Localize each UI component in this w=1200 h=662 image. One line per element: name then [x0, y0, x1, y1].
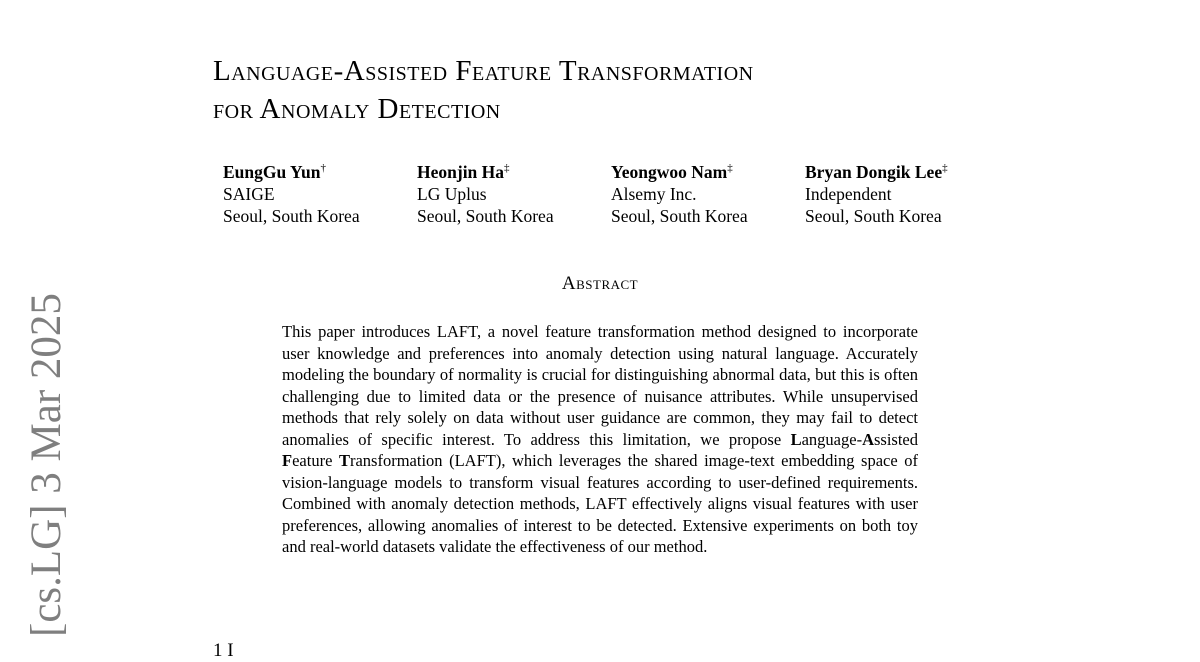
author-block — [417, 161, 554, 227]
author-affiliation: Alsemy Inc. — [611, 184, 697, 204]
author-block — [223, 161, 360, 227]
author-location: Seoul, South Korea — [223, 206, 360, 226]
author-mark: ‡ — [727, 162, 733, 174]
author-block — [611, 161, 748, 227]
author-affiliation: SAIGE — [223, 184, 275, 204]
author-name: Yeongwoo Nam‡ — [611, 162, 733, 182]
author-location: Seoul, South Korea — [417, 206, 554, 226]
acronym-letter: F — [282, 451, 293, 470]
author-location: Seoul, South Korea — [611, 206, 748, 226]
abstract-text: This paper introduces LAFT, a novel feature transformation method designed to incorporate user knowledge and preferences into anomaly detection using natural language. Accurately modeling the boundary of normality is crucial for distinguishing abnormal data, but this is often challenging due to limited data or the presence of nuisance attributes. While unsupervised methods that rely solely on data without user guidance are common, they may fail to detect anomalies of specific interest. To address this limitation, we propose Language-Assisted Feature Transformation (LAFT), which leverages the shared image-text embedding space of vision-language models to transform visual features according to user-defined requirements. Combined with anomaly detection methods, LAFT effectively aligns visual features with user preferences, allowing anomalies of interest to be detected. Extensive experiments on both toy and real-world datasets validate the effectiveness of our method. — [282, 322, 918, 556]
arxiv-side-stamp: [cs.LG] 3 Mar 2025 — [23, 293, 70, 637]
acronym-letter: A — [862, 429, 874, 449]
author-name: Heonjin Ha‡ — [417, 162, 510, 182]
section-heading-partial: 1 I — [213, 640, 234, 661]
acronym-letter: L — [790, 429, 802, 449]
paper-title — [213, 52, 1013, 128]
author-mark: ‡ — [504, 162, 510, 174]
author-mark: † — [320, 162, 326, 174]
author-location: Seoul, South Korea — [805, 206, 942, 226]
title-line-1: Language-Assisted Feature Transformation — [213, 55, 754, 87]
abstract-heading: Abstract — [561, 273, 639, 294]
acronym-letter: T — [338, 451, 350, 470]
author-block — [805, 161, 948, 227]
title-line-2: for Anomaly Detection — [213, 93, 501, 125]
author-affiliation: Independent — [805, 184, 892, 204]
author-mark: ‡ — [942, 162, 948, 174]
author-name: EungGu Yun† — [223, 162, 326, 182]
author-affiliation: LG Uplus — [417, 184, 487, 204]
author-name: Bryan Dongik Lee‡ — [805, 162, 948, 182]
